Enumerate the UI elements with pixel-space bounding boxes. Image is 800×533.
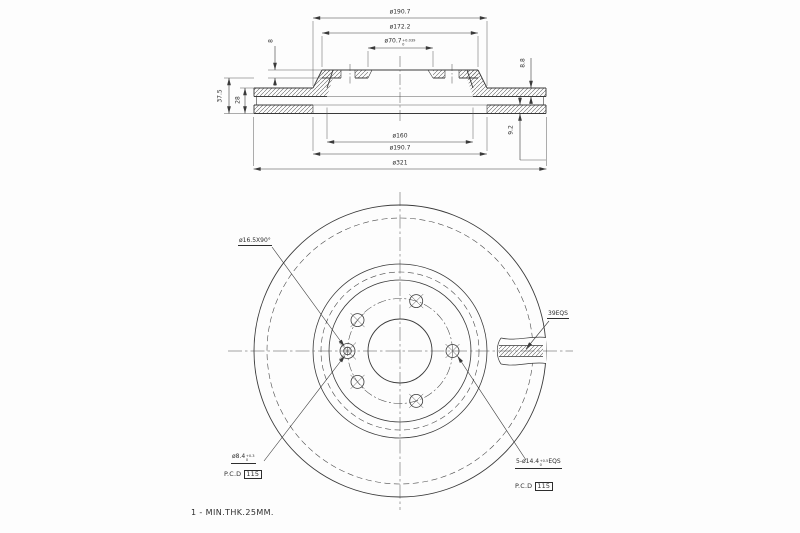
dim-top-outer-diameter: ø190.7 [389,8,411,16]
bolt-holes-suffix: EQS [548,458,561,465]
screw-hole-callout [231,454,256,464]
dim-bore-value: ø70.7 [384,37,402,45]
dim-bore-tol-minus: 0 [402,42,405,47]
dim-hat-flange-thickness: 8 [267,39,275,43]
bolt-holes-tol-minus: 0 [539,462,542,467]
bolt-holes-value: 5-ø14.4 [516,458,540,465]
dim-bottom-mid-diameter: ø190.7 [389,144,411,152]
section-axes [350,56,452,122]
pcd-right-value: 115 [535,482,553,491]
screw-hole-tolerance [246,455,255,463]
pcd-left-label: P.C.D [224,470,242,478]
bolt-holes-callout [515,459,562,469]
vane-count-callout: 39EQS [547,311,569,319]
countersink-callout: ø16.5X90° [238,238,272,246]
screw-hole-tol-minus: 0 [245,457,249,462]
min-thickness-note: 1 - MIN.THK.25MM. [191,508,274,517]
screw-hole-tol-plus: +0.3 [245,454,255,458]
pcd-left-value: 115 [244,470,262,479]
dim-top-mid-diameter: ø172.2 [389,23,411,31]
dim-bore-diameter [385,39,416,48]
dim-friction-band-thickness: 28 [234,96,242,104]
dim-outboard-plate-thickness: 8.8 [519,58,527,68]
dim-bore-tol-plus: +0.039 [402,38,416,43]
pcd-right [515,482,553,491]
dim-vent-inner-diameter: ø160 [392,132,408,140]
dim-outer-diameter: ø321 [392,159,408,167]
dim-overall-height: 37.5 [216,89,224,103]
pcd-right-label: P.C.D [515,482,533,490]
dim-bore-tolerance [402,40,415,48]
bolt-holes-tol-plus: +0.5 [539,459,549,463]
screw-hole-value: ø8.4 [232,453,246,460]
dim-inboard-plate-thickness: 9.2 [507,125,515,135]
pcd-left [224,470,262,479]
